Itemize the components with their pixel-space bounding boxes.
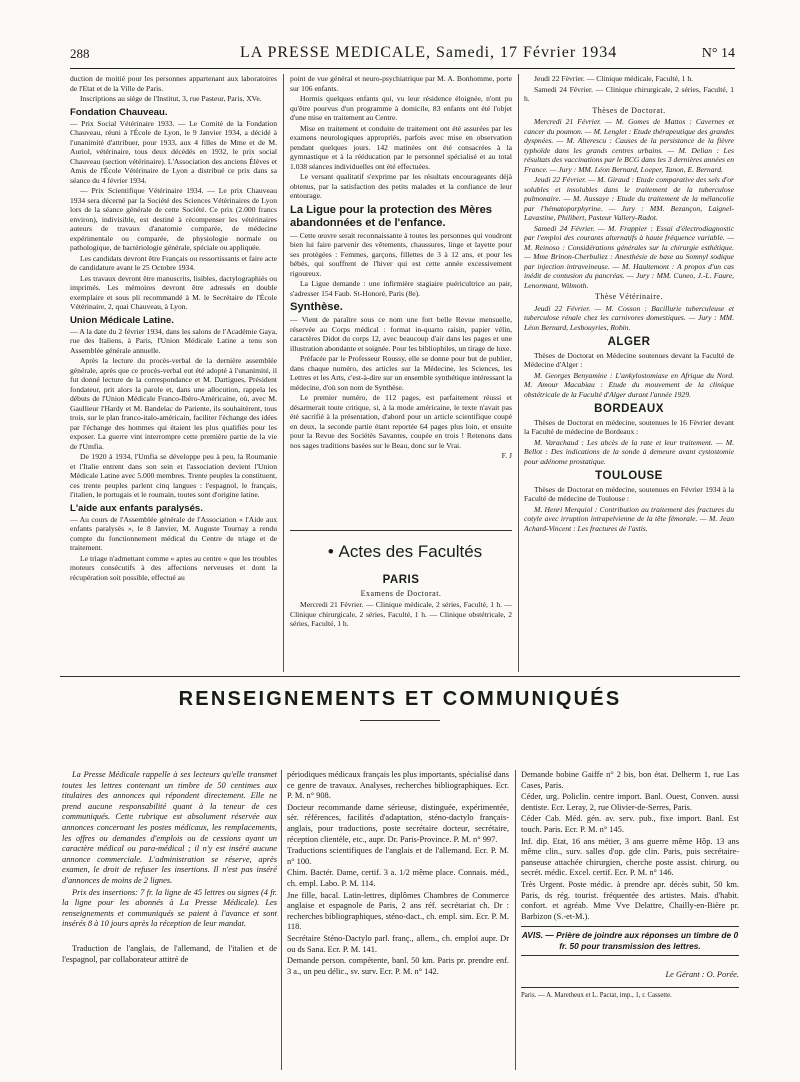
paragraph: Le triage n'admettant comme « aptes au centre » que les troubles moteurs consécutifs à des affections nerveuses et dont la récupération soit possible, effectué au (70, 553, 277, 582)
paragraph: Inscriptions au siège de l'Institut, 3, rue Pasteur, Paris, XVe. (80, 94, 262, 103)
subheading-examens: Examens de Doctorat. (360, 588, 442, 598)
printer-line: Paris. — A. Maretheux et L. Pactat, imp., 1, r. Cassette. (521, 991, 672, 999)
paragraph: Samedi 24 Février. — M. Frappier : Essai d'électrodiagnostic par l'emploi des courants alternatifs à haute fréquence variable. — M. Reinoso : Considérations générales sur la chirurgie esthétique. — Mme Brinon-Cherbuliez : Anesthésie de base au Somnyl sodique par injection intraveineuse. — M. Haultemont : A propos d'un cas inédit de contusion du pancréas. — Jury : MM. Cuneo, J.-L. Faure, Lenormant, Wilmoth. (524, 223, 734, 290)
paragraph: Thèses de Doctorat en Médecine soutenues devant la Faculté de Médecine d'Alger : (524, 350, 734, 369)
publication-title: LA PRESSE MEDICALE, Samedi, 17 Février 1934 (240, 44, 618, 61)
classified-ad: Demande bobine Gaiffe n° 2 bis, bon état. Delherm 1, rue Las Cases, Paris. (521, 770, 739, 790)
paragraph: duction de moitié pour les personnes appartenant aux laboratoires de l'Etat et de la Ville de Paris. (70, 74, 277, 93)
column-divider (515, 770, 516, 1070)
section-rule (290, 530, 512, 531)
paragraph: Thèses de Doctorat en médecine, soutenues le 16 Février devant la Faculté de médecine de Bordeaux : (524, 417, 734, 436)
column-3 (524, 74, 734, 674)
paragraph: Après la lecture du procès-verbal de la dernière assemblée générale, après que ce procès-verbal eut été adopté à l'unanimité, il fut donné lecture de la correspondance et M. Dartigues, Président fondateur, prit alors la parole et, dans une allocution, rappela les débuts de l'Union Médicale Franco-Ibéro-Américaine, où, avec M. Gaullieur l'Hardy et M. Bandelac de Pariente, ils souhaitèrent, tous trois, sur le plan franco-italo-américain, faciliter l'échange des idées par l'échange des hommes qui étaient les plus qualifiés pour les exposer. La guerre vint interrompre cette première partie de la vie de l'Umfia. (70, 356, 277, 451)
paragraph: M. Henri Merquiol : Contribution au traitement des fractures du cotyle avec irruption intrapelvienne de la tête fémorale. — M. Jean Achard-Vincent : Les fractures de l'astis. (524, 504, 734, 533)
classified-ad: Très Urgent. Poste médic. à prendre apr. décès subit, 50 km. Paris, ds rég. tourist. fréquentée des artistes. Mais. d'habit. confort. et agréab. Mme Vve Delattre, Chailly-en-Bière pr. Barbizon (S.-et-M.). (521, 879, 739, 921)
section-rule (60, 676, 740, 677)
paragraph: — Cette œuvre serait reconnaissante à toutes les personnes qui voudront bien lui faire parvenir des vêtements, chaussures, linge et layette pour ses protégées : Femmes, garçons, fillettes de 3 à 12 ans, et pour les bébés, qui souffrent de l'hiver qui est cette année excessivement rigoureux. (290, 230, 512, 278)
paragraph: Samedi 24 Février. — Clinique chirurgicale, 2 séries, Faculté, 1 h. (524, 84, 734, 103)
page-header (70, 46, 735, 69)
city-heading-bordeaux: BORDEAUX (594, 403, 664, 415)
paragraph: — Prix Social Vétérinaire 1933. — Le Comité de la Fondation Chauveau, réuni à l'École de Lyon, le 9 Janvier 1934, a décidé à l'unanimité d'attribuer, pour 1933, aux 4 filles de Mme et de M. Auriol, vétérinaire, tous deux décédés en 1932, le prix social Chauveau (section vétérinaire). L'Association des anciens Élèves et Amis de l'École Vétérinaire de Lyon a distribué ce prix dans sa séance du 4 février 1934. (70, 118, 277, 185)
paragraph: Le versant qualitatif s'exprime par les résultats encourageants déjà obtenus, par la satisfaction des petits malades et la confiance de leur entourage. (290, 172, 512, 200)
classified-ad: Secrétaire Sténo-Dactylo parl. franç., allem., ch. emploi aupr. Dr ou ds Sana. Ecr. P. M. 141. (287, 933, 509, 954)
paragraph: Préfacée par le Professeur Roussy, elle se donne pour but de publier, dans chaque numéro, des articles sur la Médecine, les Sciences, les Lettres et les Arts, c'est-à-dire sur un ensemble synthétique intéressant la médecine, d'où son nom de Synthèse. (290, 354, 512, 392)
classified-ad: Traductions scientifiques de l'anglais et de l'allemand. Ecr. P. M. n° 100. (287, 846, 509, 866)
city-heading-alger: ALGER (607, 336, 651, 348)
paragraph: Mercredi 21 Février. — M. Gomes de Mattos : Cavernes et cancer du poumon. — M. Lenglet : Etude thérapeutique des grandes dyspnées. — M. Alterescu : Causes de la persistance de la fièvre typhoïde dans les grands centres urbains. — M. Delian : Les résultats des vaccinations par le BCG dans les 3 dernières années en France. — Jury : MM. Léon Bernard, Loeper, Tanon, E. Bernard. (524, 117, 734, 174)
column-2-actes (290, 570, 512, 674)
renseign-column-3 (521, 770, 739, 1070)
classified-ad: Jne fille, bacal. Latin-lettres, diplômes Chambres de Commerce anglaise et espagnole de Paris, 2 ans réf. secrétariat ch. Dr : recherches bibliographiques, sténo-dact., ch. empl. sim. Ecr. P. M. 118. (287, 890, 509, 932)
heading-synthese: Synthèse. (290, 301, 343, 313)
classified-ad: Céder, urg. Policlin. centre import. Banl. Ouest, Conven. aussi dentiste. Ecr. Leray, 2, rue Olivier-de-Serres, Paris. (521, 792, 739, 812)
avis-box (521, 926, 739, 956)
heading-fondation-chauveau: Fondation Chauveau. (70, 106, 168, 118)
column-divider (518, 74, 519, 672)
column-divider (281, 770, 282, 1070)
paragraph: Le premier numéro, de 112 pages, est parfaitement réussi et désarmerait toute critique, si, à la mode américaine, le texte n'avait pas été sacrifié à la présentation, d'abord pour un article scientifique coupé en deux, la seconde partie étant reportée 64 pages plus loin, et ensuite pour la Revue des Sociétés Savantes, coupée en trois ! Retenons dans nos sages traditions basées sur le Beau, donc sur le Vrai. (290, 393, 512, 450)
heading-ligue: La Ligue pour la protection des Mères abandonnées et de l'enfance. (290, 203, 493, 229)
classified-ad: Céder Cab. Méd. gén. av. serv. pub., fixe import. Banl. Est touch. Paris. Ecr. P. M. n° 145. (521, 814, 739, 834)
actes-title-text: Actes des Facultés (338, 542, 483, 561)
paragraph: Thèses de Doctorat en médecine, soutenues en Février 1934 à la Faculté de médecine de Toulouse : (524, 484, 734, 503)
title-underline (360, 720, 440, 721)
bullet-icon: • (327, 542, 339, 561)
classified-ad: Docteur recommande dame sérieuse, distinguée, expérimentée, sér. références, facilités d'adaptation, sténo-dactylo français-anglais, pour traductions, poste secrétaire docteur, secrétaire, réception clientèle, etc., aupr. Dr. Paris-Province. P. M. n° 997. (287, 802, 509, 844)
city-heading-paris: PARIS (382, 574, 420, 586)
paragraph: Hormis quelques enfants qui, vu leur résidence éloignée, n'ont pu qu'être pourvus d'un programme à domicile, 83 enfants ont été l'objet d'une mise en traitement au Centre. (290, 94, 512, 122)
avis-notice: AVIS. — Prière de joindre aux réponses un timbre de 0 fr. 50 pour transmission des lettres. (521, 930, 739, 952)
paragraph: Traduction de l'anglais, de l'allemand, de l'italien et de l'espagnol, par collaborateur attitré de (62, 943, 277, 964)
column-divider (283, 74, 284, 672)
paragraph: La Presse Médicale rappelle à ses lecteurs qu'elle transmet toutes les lettres contenant un timbre de 50 centimes aux titulaires des annonces qui répondent directement. Elle ne prend aucune responsabilité quant à la teneur de ces communiqués. Cette rubrique est absolument réservée aux annonces concernant les postes médicaux, les remplacements, les offres ou demandes d'emplois ou de cessions ayant un caractère médical ou para-médical ; il n'y est inséré aucune annonce commerciale. L'administration se réserve, après examen, le droit de refuser les insertions. Il n'est pas inséré d'annonces de moins de 2 lignes. (62, 770, 277, 885)
paragraph: Mercredi 21 Février. — Clinique médicale, 2 séries, Faculté, 1 h. — Clinique chirurgicale, 2 séries, Faculté, 1 h. — Clinique obstétricale, 2 séries, Faculté, 1 h. (290, 600, 512, 628)
paragraph: point de vue général et neuro-psychiatrique par M. A. Bonhomme, porte sur 106 enfants. (290, 74, 512, 93)
signature: F. J (501, 451, 512, 460)
heading-union-medicale-latine: Union Médicale Latine. (70, 314, 174, 326)
renseign-column-2 (287, 770, 509, 1070)
paragraph: Jeudi 22 Février. — M. Giraud : Etude comparative des sels d'or solubles et insolubles dans le traitement de la tuberculose pulmonaire. — M. Aussaye : Etude du traitement de la mélancolie par l'hématoporphyrine. — Jury : MM. Bezançon, Laignel-Lavastine, Philibert, Pasteur Vallery-Radot. (524, 175, 734, 222)
column-2 (290, 74, 512, 524)
subheading-these-veterinaire: Thèse Vétérinaire. (595, 292, 663, 301)
renseignements-title: RENSEIGNEMENTS ET COMMUNIQUÉS (178, 688, 622, 710)
classified-ad: Inf. dip. Etat, 16 ans métier, 3 ans guerre même Hôp. 13 ans même clin., surv. salles d'op. gde clin. Paris, puis secrétaire-panseuse attachée chirurgien, cherche poste assist. chirurg. ou secrét. médic. Excel. certif. Ecr. P. M. n° 146. (521, 836, 739, 878)
paragraph: Jeudi 22 Février. — M. Cosson : Bacillurie tuberculeuse et tuberculose rénale chez les carnivores domestiques. — Jury : MM. Léon Bernard, Lesbouyries, Robin. (524, 303, 734, 332)
paragraph: De 1920 à 1934, l'Umfia se développe peu à peu, la Roumanie et l'Italie entrent dans son sein et l'association devient l'Union Médicale Latine avec 5.000 membres. Trente peuples la constituent, ces trente peuples parlent cinq langues : l'espagnol, le français, l'italien, le portugais et le roumain, toutes sont d'origine latine. (70, 452, 277, 499)
printer-box (521, 987, 739, 1002)
paragraph: Prix des insertions: 7 fr. la ligne de 45 lettres ou signes (4 fr. la ligne pour les abonnés à La Presse Médicale). Les renseignements et communiqués se paient à l'avance et sont insérés 8 à 10 jours après la réception de leur mandat. (62, 887, 277, 929)
classified-ad: Demande person. compétente, banl. 50 km. Paris pr. prendre enf. 3 a., un peu délic., sv. surv. Ecr. P. M. n° 142. (287, 956, 509, 976)
classified-ad: Chim. Bactér. Dame, certif. 3 a. 1/2 même place. Connais. méd., ch. empl. Labo. P. M. 114. (287, 868, 509, 888)
paragraph: M. Georges Benyamine : L'ankylostomiase en Afrique du Nord. M. Amour Macabiau : Etude du mouvement de la clinique obstétricale de la Faculté d'Alger durant l'année 1929. (524, 370, 734, 399)
subheading-theses: Thèses de Doctorat. (592, 105, 666, 115)
paragraph: — Vient de paraître sous ce nom une fort belle Revue mensuelle, réservée au Corps médical : format in-quarto raisin, papier vélin, caractères Didot du corps 12, avec beaucoup d'air dans les pages et une illustration abondante et soignée. Pour les bibliophiles, un tirage de luxe. (290, 315, 512, 353)
paragraph: La Ligue demande : une infirmière stagiaire puéricultrice au pair, s'adresser 154 Faub. St-Honoré, Paris (8e). (290, 279, 512, 298)
paragraph: Jeudi 22 Février. — Clinique médicale, Faculté, 1 h. (534, 74, 694, 83)
paragraph: — A la date du 2 février 1934, dans les salons de l'Académie Gaya, rue des Italiens, à Paris, l'Union Médicale Latine a tenu son Assemblée générale annuelle. (70, 326, 277, 355)
issue-number: N° 14 (701, 46, 735, 61)
column-1 (70, 74, 277, 674)
renseign-column-1 (62, 770, 277, 1070)
paragraph: Les candidats devront être Français ou ressortissants et faire acte de candidature avant le 25 Octobre 1934. (70, 253, 277, 272)
paragraph: Les travaux devront être manuscrits, lisibles, dactylographiés ou imprimés. Les mémoires devront être adressés en double exemplaire et sous pli recommandé à M. le Secrétaire de l'École Vétérinaire, 2, quai Chauveau, à Lyon. (70, 273, 277, 311)
city-heading-toulouse: TOULOUSE (595, 470, 663, 482)
paragraph: M. Varachaud : Les abcès de la rate et leur traitement. — M. Bellot : Des indications de la sonde à demeure avant cystostomie pour adénome prostatique. (524, 437, 734, 466)
paragraph: — Prix Scientifique Vétérinaire 1934. — Le prix Chauveau 1934 sera décerné par la Société des Sciences Vétérinaires de Lyon lors de la séance générale de cette Société. Ce prix (2.000 francs environ), indivisible, est destiné à récompenser les vétérinaires auteurs de travaux d'anatomie comparée, de médecine expérimentale ou comparée, de physiologie normale ou pathologique, de bactériologie générale, spéciale ou appliquée. (70, 186, 277, 252)
actes-des-facultes-title (285, 542, 525, 562)
paragraph: Mise en traitement et conduite de traitement ont été assurées par les examens neurologiques appropriés, parfois avec mise en observation pendant quelques jours. 142 matinées ont été consacrées à la gymnastique et à la rééducation par le personnel spécialisé et au total 1.038 séances individuelles ont été effectuées. (290, 123, 512, 171)
paragraph: — Au cours de l'Assemblée générale de l'Association « l'Aide aux enfants paralysés », le 8 Janvier, M. Auguste Tournay a rendu compte du fonctionnement médical du Centre de triage et de traitement. (70, 514, 277, 552)
gerant-line: Le Gérant : O. Porée. (665, 970, 739, 980)
classified-ad: périodiques médicaux français les plus importants, spécialisé dans ce genre de travaux. Analyses, recherches bibliographiques. Ecr. P. M. n° 908. (287, 770, 509, 801)
heading-aide-enfants-paralyses: L'aide aux enfants paralysés. (70, 502, 203, 514)
page-number: 288 (70, 46, 90, 61)
